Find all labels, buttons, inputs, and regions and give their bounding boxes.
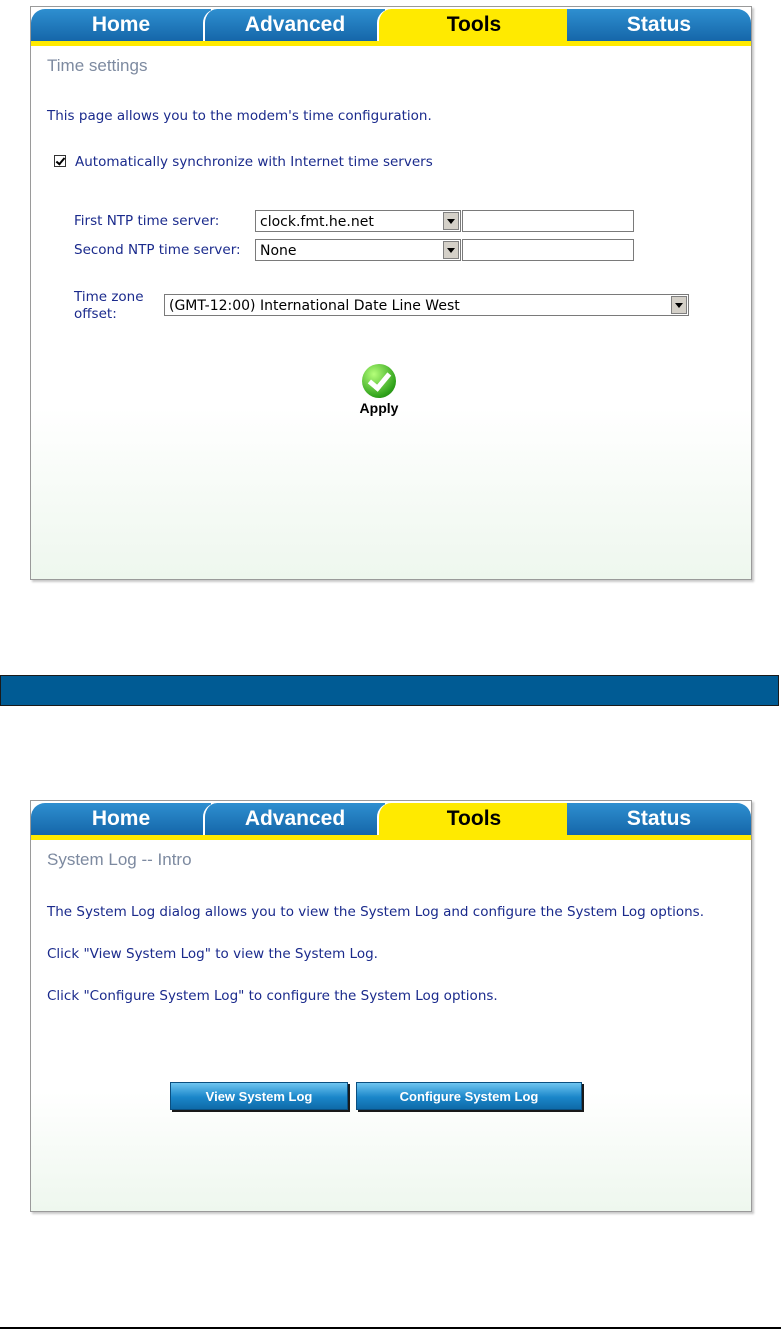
configure-log-instruction: Click "Configure System Log" to configure the System Log options. xyxy=(47,988,498,1004)
first-ntp-select[interactable] xyxy=(255,210,461,232)
timezone-label-line2: offset: xyxy=(74,306,117,322)
timezone-value: (GMT-12:00) International Date Line West xyxy=(169,298,460,314)
tab-advanced[interactable]: Advanced xyxy=(203,9,385,41)
apply-label: Apply xyxy=(359,400,399,416)
page-title: System Log -- Intro xyxy=(47,850,192,869)
tab-tools[interactable]: Tools xyxy=(377,9,569,41)
first-ntp-label: First NTP time server: xyxy=(74,213,220,229)
checkmark-icon xyxy=(362,364,396,398)
nav-tab-bar xyxy=(31,801,751,839)
tab-status[interactable]: Status xyxy=(567,9,751,41)
second-ntp-custom-input[interactable] xyxy=(462,239,634,261)
auto-sync-label: Automatically synchronize with Internet time servers xyxy=(75,154,433,170)
second-ntp-label: Second NTP time server: xyxy=(74,242,241,258)
tab-home[interactable]: Home xyxy=(31,803,211,835)
view-log-instruction: Click "View System Log" to view the System Log. xyxy=(47,946,378,962)
system-log-content xyxy=(31,840,751,1211)
apply-button[interactable] xyxy=(349,364,409,424)
auto-sync-checkbox[interactable] xyxy=(54,155,66,167)
view-system-log-button[interactable]: View System Log xyxy=(170,1082,348,1110)
system-log-panel xyxy=(30,800,752,1212)
second-ntp-value: None xyxy=(260,243,297,259)
timezone-label-line1: Time zone xyxy=(74,289,144,305)
bottom-rule xyxy=(0,1327,781,1329)
description-text: This page allows you to the modem's time configuration. xyxy=(47,108,432,124)
chevron-down-icon[interactable] xyxy=(443,241,459,259)
page-title: Time settings xyxy=(47,56,148,75)
time-settings-content xyxy=(31,46,751,579)
tab-status[interactable]: Status xyxy=(567,803,751,835)
first-ntp-value: clock.fmt.he.net xyxy=(260,214,374,230)
configure-system-log-button[interactable]: Configure System Log xyxy=(356,1082,582,1110)
chevron-down-icon[interactable] xyxy=(443,212,459,230)
first-ntp-custom-input[interactable] xyxy=(462,210,634,232)
chevron-down-icon[interactable] xyxy=(671,296,687,314)
nav-tab-bar xyxy=(31,7,751,45)
system-log-description: The System Log dialog allows you to view the System Log and configure the System Log options. xyxy=(47,904,705,920)
tab-tools[interactable]: Tools xyxy=(377,803,569,835)
tab-advanced[interactable]: Advanced xyxy=(203,803,385,835)
timezone-select[interactable] xyxy=(164,294,689,316)
tab-home[interactable]: Home xyxy=(31,9,211,41)
time-settings-panel xyxy=(30,6,752,580)
second-ntp-select[interactable] xyxy=(255,239,461,261)
section-divider-bar xyxy=(0,675,779,706)
